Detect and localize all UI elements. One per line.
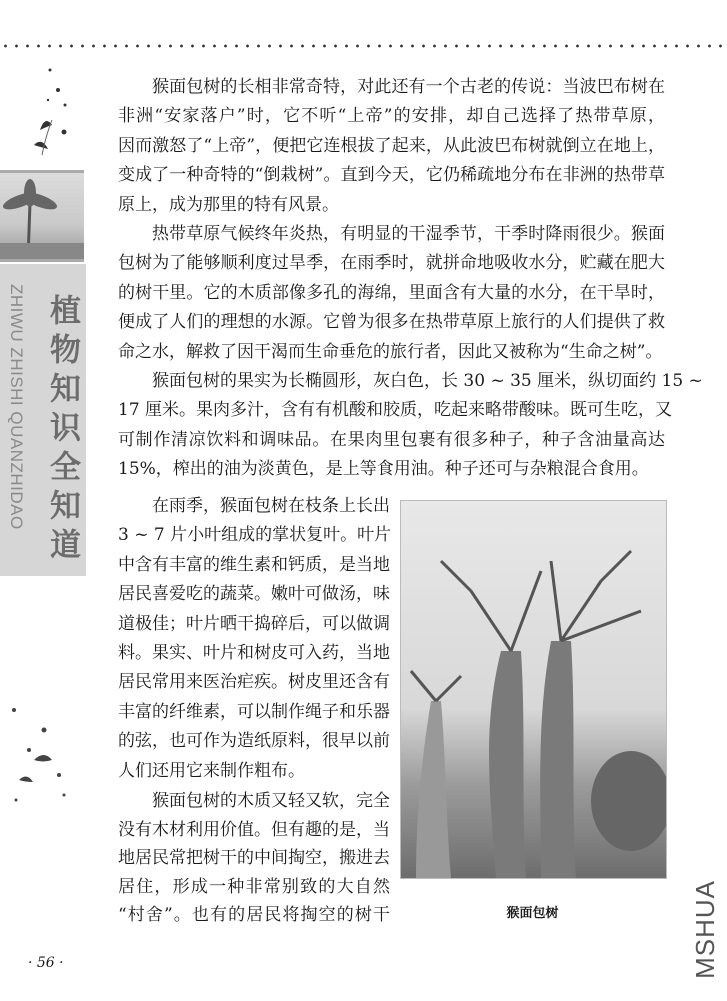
- text-line: 非洲“安家落户”时，它不听“上帝”的安排，却自己选择了热带草原，: [118, 106, 665, 127]
- text-line: 热带草原气候终年炎热，有明显的干湿季节，干季时降雨很少。猴面: [152, 223, 665, 244]
- baobab-tree-photo: [400, 500, 667, 879]
- text-line: 包树为了能够顺利度过旱季，在雨季时，就拼命地吸收水分，贮藏在肥大: [118, 253, 665, 274]
- text-line: 变成了一种奇特的“倒栽树”。直到今天，它仍稀疏地分布在非洲的热带草: [118, 165, 665, 186]
- text-line: 居民喜爱吃的蔬菜。嫩叶可做汤，味: [118, 584, 390, 605]
- text-line: 在雨季，猴面包树在枝条上长出: [152, 496, 390, 516]
- text-line: “村舍”。也有的居民将掏空的树干: [118, 905, 390, 926]
- text-line: 的弦，也可作为造纸原料，很早以前: [118, 731, 390, 752]
- text-line: 中含有丰富的维生素和钙质，是当地: [118, 554, 390, 575]
- text-line: 道极佳；叶片晒干捣碎后，可以做调: [118, 613, 390, 634]
- watermark: MSHUA: [690, 880, 720, 979]
- text-line: 因而激怒了“上帝”，便把它连根拔了起来，从此波巴布树就倒立在地上，: [118, 135, 665, 156]
- side-text-block: [118, 492, 390, 786]
- text-line: 的树干里。它的木质部像多孔的海绵，里面含有大量的水分，在干旱时，: [118, 282, 665, 303]
- palm-tree-photo: [0, 170, 84, 262]
- main-text-block: [118, 73, 703, 484]
- text-line: 丰富的纤维素，可以制作绳子和乐器: [118, 701, 390, 722]
- side-text-block-2: [118, 787, 390, 930]
- text-line: 居住，形成一种非常别致的大自然: [118, 876, 390, 897]
- text-line: 没有木材利用价值。但有趣的是，当: [118, 819, 390, 840]
- text-line: 地居民常把树干的中间掏空，搬进去: [118, 848, 390, 869]
- text-line: 原上，成为那里的特有风景。: [118, 194, 339, 215]
- text-line: 可制作清凉饮料和调味品。在果肉里包裹有很多种子，种子含油量高达: [118, 429, 665, 450]
- text-line: 猴面包树的果实为长椭圆形，灰白色，长 30 ~ 35 厘米，纵切面约 15 ~: [152, 370, 703, 391]
- chapter-side-banner: [0, 264, 86, 576]
- text-line: 料。果实、叶片和树皮可入药，当地: [118, 642, 390, 663]
- banner-title: 植物知识全知道: [44, 294, 80, 567]
- floral-sprig-icon: [4, 700, 84, 810]
- page-number: · 56 ·: [28, 955, 64, 971]
- text-line: 便成了人们的理想的水源。它曾为很多在热带草原上旅行的人们提供了救: [118, 312, 665, 333]
- banner-pinyin: ZHIWU ZHISHI QUANZHIDAO: [7, 284, 26, 530]
- text-line: 居民常用来医治疟疾。树皮里还含有: [118, 672, 390, 693]
- dotted-header-rule: [0, 44, 727, 48]
- text-line: 猴面包树的木质又轻又软，完全: [152, 791, 390, 811]
- floral-sprig-icon: [20, 60, 80, 160]
- text-line: 命之水，解救了因干渴而生命垂危的旅行者，因此又被称为“生命之树”。: [118, 341, 663, 362]
- figure-caption: 猴面包树: [506, 906, 559, 921]
- text-line: 15%，榨出的油为淡黄色，是上等食用油。种子还可与杂粮混合食用。: [118, 459, 649, 480]
- text-line: 猴面包树的长相非常奇特，对此还有一个古老的传说：当波巴布树在: [152, 77, 665, 97]
- text-line: 3 ~ 7 片小叶组成的掌状复叶。叶片: [118, 525, 392, 546]
- text-line: 人们还用它来制作粗布。: [118, 760, 305, 781]
- text-line: 17 厘米。果肉多汁，含有有机酸和胶质，吃起来略带酸味。既可生吃，又: [118, 400, 673, 421]
